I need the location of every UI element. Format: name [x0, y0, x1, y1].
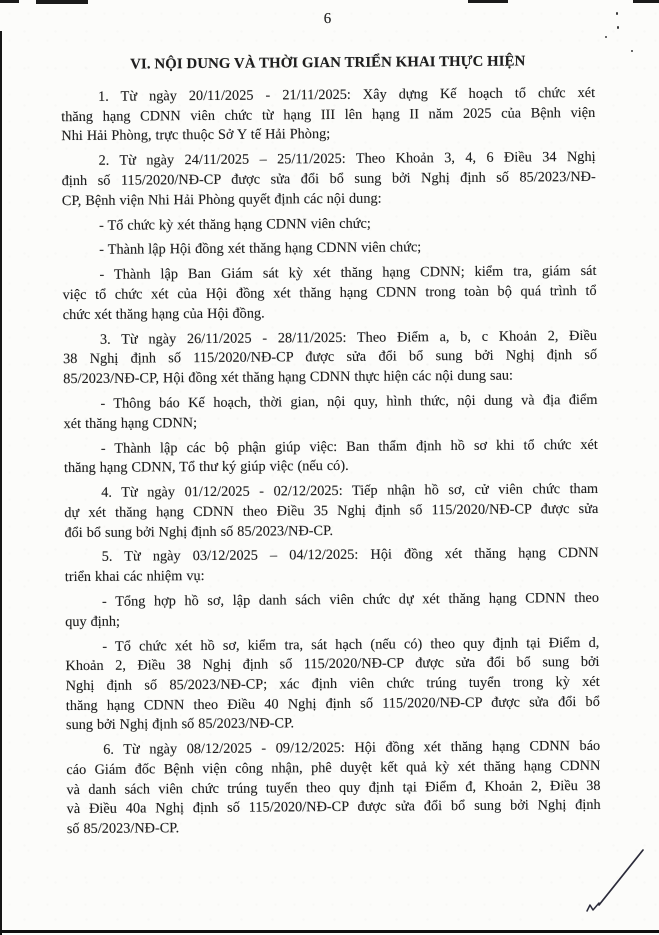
- text-line: 5. Từ ngày 03/12/2025 – 04/12/2025: Hội đồng xét thăng hạng CDNN: [101, 545, 599, 566]
- page-number: 6: [323, 10, 332, 28]
- paragraph: [63, 391, 597, 435]
- text-line: 85/2023/NĐ-CP, Hội đồng xét thăng hạng CDNN thực hiện các nội dung sau:: [63, 367, 514, 388]
- section-heading: VI. NỘI DUNG VÀ THỜI GIAN TRIỂN KHAI THỰC HIỆN: [130, 53, 526, 73]
- text-line: 3. Từ ngày 26/11/2025 - 28/11/2025: Theo Điểm a, b, c Khoản 2, Điều: [99, 327, 598, 348]
- text-line: - Thành lập Ban Giám sát kỳ xét thăng hạng CDNN; kiểm tra, giám sát: [99, 263, 597, 284]
- ink-speck: [617, 26, 619, 29]
- document-content: [60, 8, 601, 845]
- scan-top-dash: [468, 0, 508, 3]
- ink-speck: [616, 12, 618, 15]
- text-line: thăng hạng CDNN, Tổ thư ký giúp việc (nếu có).: [63, 458, 349, 477]
- text-line: - Thông báo Kế hoạch, thời gian, nội quy, hình thức, nội dung và địa điểm: [100, 391, 598, 412]
- text-line: 4. Từ ngày 01/12/2025 - 02/12/2025: Tiếp nhận hồ sơ, cử viên chức tham: [101, 481, 599, 501]
- text-line: - Thành lập các bộ phận giúp việc: Ban thẩm định hồ sơ khi tổ chức xét: [100, 436, 598, 457]
- paragraph: [62, 237, 596, 261]
- paragraph: [64, 480, 598, 543]
- text-line: việc tổ chức xét của Hội đồng xét thăng hạng CDNN trong toàn bộ quá trình tổ: [62, 282, 597, 304]
- paragraph: [61, 84, 595, 147]
- text-line: đổi bổ sung bởi Nghị định số 85/2023/NĐ-CP.: [64, 522, 334, 541]
- text-line: thăng hạng CDNN viên chức từ hạng III lên hạng II năm 2025 của Bệnh viện: [61, 104, 596, 125]
- text-line: - Tổ chức xét hồ sơ, kiểm tra, sát hạch (nếu có) theo quy định tại Điểm d,: [102, 634, 600, 655]
- paragraph: [65, 544, 599, 588]
- paragraph: [65, 634, 600, 737]
- text-line: dự xét thăng hạng CDNN theo Điều 35 Nghị định số 115/2020/NĐ-CP được sửa: [64, 500, 599, 521]
- document-body: [61, 84, 601, 840]
- text-line: và danh sách viên chức trúng tuyển theo quy định tại Điểm đ, Khoản 2, Điều 38: [66, 777, 601, 798]
- text-line: 2. Từ ngày 24/11/2025 – 25/11/2025: Theo Khoản 3, 4, 6 Điều 34 Nghị: [98, 149, 596, 170]
- scan-top-dash: [0, 0, 19, 3]
- text-line: - Tổ chức kỳ xét thăng hạng CDNN viên chức;: [99, 215, 371, 234]
- text-line: Nghị định số 85/2023/NĐ-CP; xác định viên chức trúng tuyển trong kỳ xét: [65, 673, 600, 695]
- text-line: thăng hạng CDNN theo Điều 40 Nghị định số 115/2020/NĐ-CP được sửa đổi bổ: [65, 693, 600, 714]
- text-line: sung bởi Nghị định số 85/2023/NĐ-CP.: [65, 715, 295, 734]
- paragraph: [61, 148, 595, 211]
- text-line: cáo Giám đốc Bệnh viện công nhận, phê duyệt kết quả kỳ xét thăng hạng CDNN: [66, 757, 601, 779]
- text-line: định số 115/2020/NĐ-CP được sửa đổi bổ sung bởi Nghị định số 85/2023/NĐ-: [61, 168, 596, 190]
- scan-edge-left: [0, 31, 2, 935]
- paragraph: [65, 589, 599, 633]
- text-line: 6. Từ ngày 08/12/2025 - 09/12/2025: Hội đồng xét thăng hạng CDNN báo: [103, 738, 601, 759]
- paragraph: [62, 213, 596, 237]
- text-line: 38 Nghị định số 115/2020/NĐ-CP được sửa đổi bổ sung bởi Nghị định số: [63, 347, 598, 368]
- text-line: - Thành lập Hội đồng xét thăng hạng CDNN viên chức;: [99, 239, 422, 259]
- text-line: và Điều 40a Nghị định số 115/2020/NĐ-CP được sửa đổi bổ sung bởi Nghị định: [66, 797, 601, 818]
- text-line: triển khai các nhiệm vụ:: [64, 568, 205, 586]
- paragraph: [64, 435, 598, 479]
- text-line: - Tổng hợp hồ sơ, lập danh sách viên chức dự xét thăng hạng CDNN theo: [101, 589, 600, 610]
- text-line: xét thăng hạng CDNN;: [63, 414, 198, 432]
- ink-speck: [605, 36, 607, 38]
- text-line: Khoản 2, Điều 38 Nghị định số 115/2020/NĐ-CP được sửa đổi bổ sung bởi: [65, 654, 600, 675]
- text-line: Nhi Hải Phòng, trực thuộc Sở Y tế Hải Phòng;: [61, 126, 331, 145]
- text-line: chức xét thăng hạng của Hội đồng.: [62, 305, 265, 323]
- ink-speck: [631, 50, 633, 52]
- paragraph: [62, 262, 596, 325]
- text-line: quy định;: [65, 613, 121, 630]
- text-line: CP, Bệnh viện Nhi Hải Phòng quyết định các nội dung:: [61, 190, 382, 209]
- text-line: 1. Từ ngày 20/11/2025 - 21/11/2025: Xây dựng Kế hoạch tổ chức xét: [97, 84, 596, 105]
- text-line: số 85/2023/NĐ-CP.: [66, 820, 180, 838]
- paragraph: [66, 737, 601, 840]
- paragraph: [63, 327, 597, 390]
- scan-top-dash: [36, 0, 88, 4]
- scan-top-dash: [633, 0, 659, 3]
- scan-edge-bottom: [0, 930, 659, 933]
